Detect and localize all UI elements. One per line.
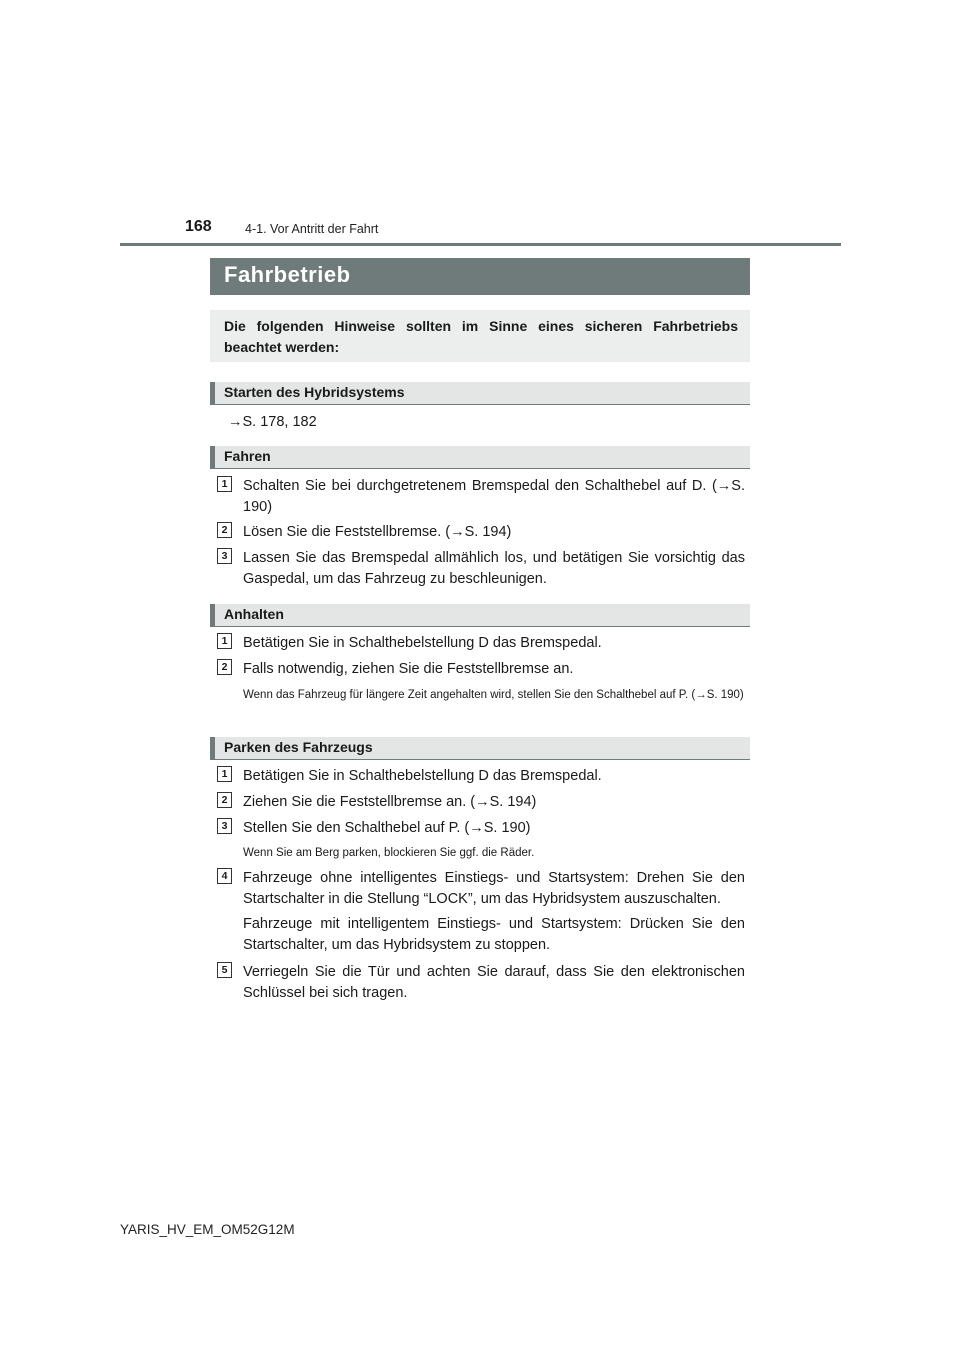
step-number-badge: 1 <box>217 633 232 649</box>
step-text: Ziehen Sie die Feststellbremse an. (→S. 194) <box>243 794 537 810</box>
step-number-badge: 4 <box>217 868 232 884</box>
intro-box <box>210 310 750 362</box>
step-text-alternative: Fahrzeuge mit intelligentem Einstiegs- und Startsystem: Drücken Sie den Startschalter, um das Hybridsystem zu stoppen. <box>243 916 745 953</box>
step-number-badge: 3 <box>217 818 232 834</box>
step-number-badge: 2 <box>217 522 232 538</box>
step-text: Stellen Sie den Schalthebel auf P. (→S. 190) <box>243 820 531 836</box>
step-number-badge: 2 <box>217 792 232 808</box>
section-heading-label: Parken des Fahrzeugs <box>224 739 373 755</box>
step-text: Falls notwendig, ziehen Sie die Feststellbremse an. <box>243 661 574 677</box>
running-header: 4-1. Vor Antritt der Fahrt <box>245 222 379 236</box>
step-number-badge: 1 <box>217 766 232 782</box>
section-heading-starten <box>210 382 750 405</box>
section-heading-label: Anhalten <box>224 606 284 622</box>
step-text: Betätigen Sie in Schalthebelstellung D das Bremspedal. <box>243 635 602 651</box>
step-text: Betätigen Sie in Schalthebelstellung D das Bremspedal. <box>243 768 602 784</box>
step-number-badge: 2 <box>217 659 232 675</box>
step-text: Verriegeln Sie die Tür und achten Sie darauf, dass Sie den elektronischen Schlüssel bei sich tragen. <box>243 964 745 1001</box>
step-number-badge: 5 <box>217 962 232 978</box>
step-text: Lassen Sie das Bremspedal allmählich los, und betätigen Sie vorsichtig das Gaspedal, um das Fahrzeug zu beschleunigen. <box>243 550 745 587</box>
intro-text: Die folgenden Hinweise sollten im Sinne eines sicheren Fahrbetriebs beachtet werden: <box>224 318 738 355</box>
section-heading-fahren <box>210 446 750 469</box>
section-heading-anhalten <box>210 604 750 627</box>
step-number-badge: 3 <box>217 548 232 564</box>
page-number: 168 <box>185 218 212 235</box>
note-text: Wenn das Fahrzeug für längere Zeit angehalten wird, stellen Sie den Schalthebel auf P. (→S. 190) <box>243 689 744 701</box>
step-text: Lösen Sie die Feststellbremse. (→S. 194) <box>243 524 512 540</box>
page-reference-link[interactable]: →S. 178, 182 <box>228 414 317 430</box>
section-heading-label: Fahren <box>224 448 271 464</box>
step-text: Schalten Sie bei durchgetretenem Bremspedal den Schalthebel auf D. (→S. 190) <box>243 478 745 515</box>
document-code-footer: YARIS_HV_EM_OM52G12M <box>120 1222 295 1237</box>
page-title: Fahrbetrieb <box>224 262 351 287</box>
page-title-bar <box>210 258 750 295</box>
step-number-badge: 1 <box>217 476 232 492</box>
note-text: Wenn Sie am Berg parken, blockieren Sie ggf. die Räder. <box>243 847 535 859</box>
step-text: Fahrzeuge ohne intelligentes Einstiegs- und Startsystem: Drehen Sie den Startschalter in die Stellung “LOCK”, um das Hybridsystem auszuschalten. <box>243 870 745 907</box>
section-heading-parken <box>210 737 750 760</box>
section-heading-label: Starten des Hybridsystems <box>224 384 405 400</box>
header-divider <box>120 243 841 246</box>
